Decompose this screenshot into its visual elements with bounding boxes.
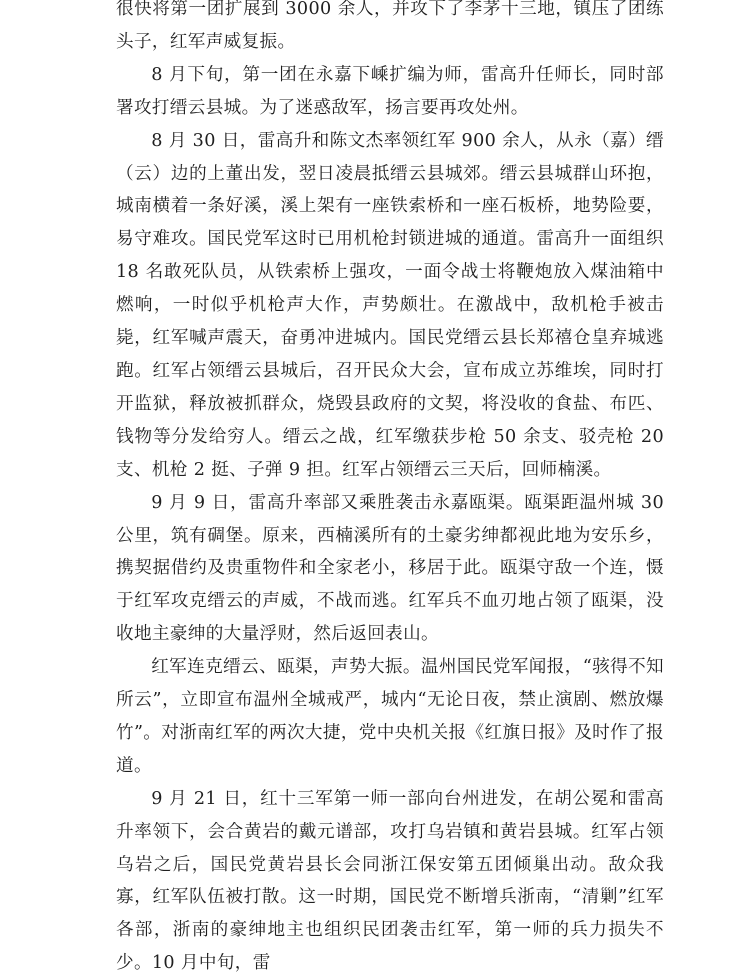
paragraph-5: 红军连克缙云、瓯渠，声势大振。温州国民党军闻报，“骇得不知所云”，立即宣布温州全城戒严，城内“无论日夜，禁止演剧、燃放爆竹”。对浙南红军的两次大捷，党中央机关报《红旗日报》及时作了报道。: [116, 657, 664, 776]
paragraph-2: 8 月下旬，第一团在永嘉下嵊扩编为师，雷高升任师长，同时部署攻打缙云县城。为了迷惑敌军，扬言要再攻处州。: [116, 64, 664, 118]
paragraph-4: 9 月 9 日，雷高升率部又乘胜袭击永嘉瓯渠。瓯渠距温州城 30 公里，筑有碉堡。原来，西楠溪所有的土豪劣绅都视此地为安乐乡，携契据借约及贵重物件和全家老小，移居于此。瓯渠守敌一个连，慑于红军攻克缙云的声威，不战而逃。红军兵不血刃地占领了瓯渠，没收地主豪绅的大量浮财，然后返回表山。: [116, 492, 664, 645]
paragraph-3: 8 月 30 日，雷高升和陈文杰率领红军 900 余人，从永（嘉）缙（云）边的上董出发，翌日凌晨抵缙云县城郊。缙云县城群山环抱，城南横着一条好溪，溪上架有一座铁索桥和一座石板桥，地势险要，易守难攻。国民党军这时已用机枪封锁进城的通道。雷高升一面组织 18 名敢死队员，从铁索桥上强攻，一面令战士将鞭炮放入煤油箱中燃响，一时似乎机枪声大作，声势颇壮。在激战中，敌机枪手被击毙，红军喊声震天，奋勇冲进城内。国民党缙云县长郑禧仓皇弃城逃跑。红军占领缙云县城后，召开民众大会，宣布成立苏维埃，同时打开监狱，释放被抓群众，烧毁县政府的文契，将没收的食盐、布匹、钱物等分发给穷人。缙云之战，红军缴获步枪 50 余支、驳壳枪 20 支、机枪 2 挺、子弹 9 担。红军占领缙云三天后，回师楠溪。: [116, 130, 664, 480]
paragraph-6: 9 月 21 日，红十三军第一师一部向台州进发，在胡公冕和雷高升率领下，会合黄岩的戴元谱部，攻打乌岩镇和黄岩县城。红军占领乌岩之后，国民党黄岩县长会同浙江保安第五团倾巢出动。敌众我寡，红军队伍被打散。这一时期，国民党不断增兵浙南，“清剿”红军各部，浙南的豪绅地主也组织民团袭击红军，第一师的兵力损失不少。10 月中旬，雷: [116, 788, 664, 974]
paragraph-1: 很快将第一团扩展到 3000 余人，并攻下了李茅十三地，镇压了团练头子，红军声威复振。: [116, 0, 664, 52]
document-body: [116, 0, 664, 980]
